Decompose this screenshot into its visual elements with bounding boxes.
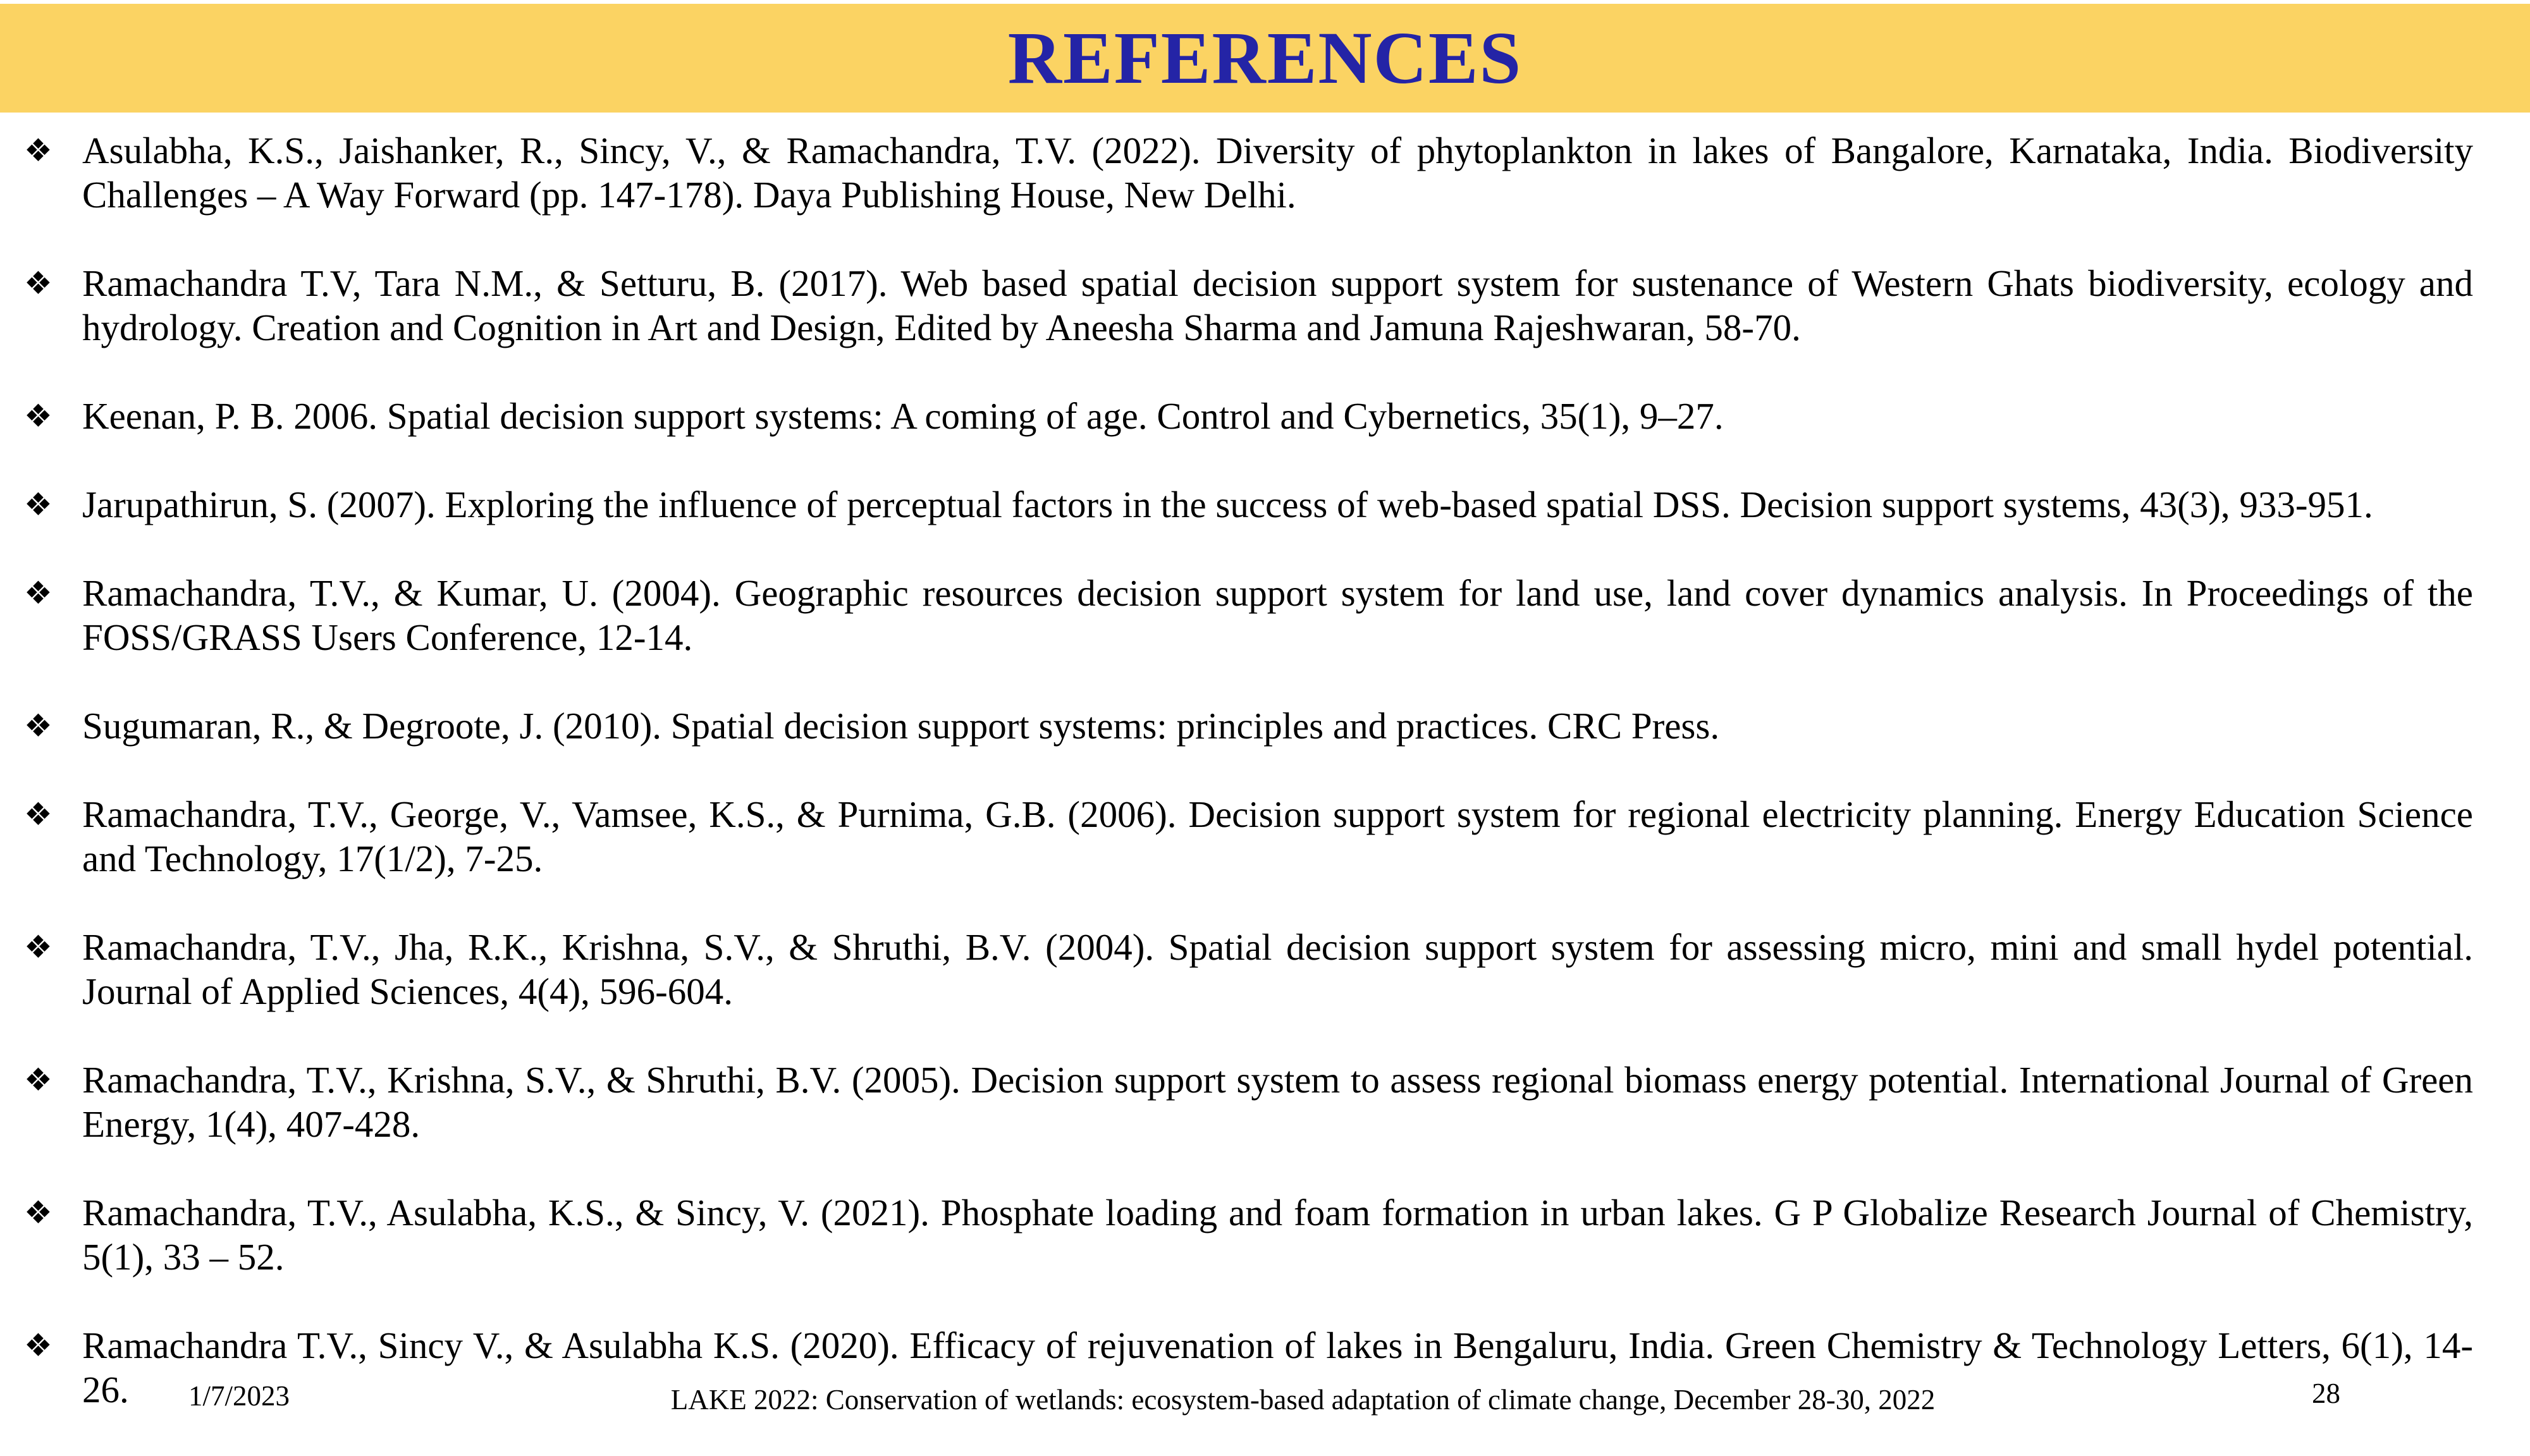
page-title: REFERENCES: [1007, 16, 1523, 99]
diamond-bullet-icon: ❖: [24, 929, 52, 965]
diamond-bullet-icon: ❖: [24, 266, 52, 301]
diamond-bullet-icon: ❖: [24, 797, 52, 832]
reference-item: [24, 394, 2473, 438]
reference-item: [24, 704, 2473, 748]
reference-item: [24, 571, 2473, 659]
reference-text: Jarupathirun, S. (2007). Exploring the influence of perceptual factors in the success of web-based spatial DSS. Decision support systems, 43(3), 933-951.: [82, 484, 2373, 525]
reference-item: [24, 1190, 2473, 1279]
diamond-bullet-icon: ❖: [24, 708, 52, 743]
reference-text: Asulabha, K.S., Jaishanker, R., Sincy, V., & Ramachandra, T.V. (2022). Diversity of phytoplankton in lakes of Bangalore, Karnataka, India. Biodiversity Challenges – A Way Forward (pp. 147-178). Daya Publishing House, New Delhi.: [82, 130, 2473, 216]
reference-text: Ramachandra, T.V., Jha, R.K., Krishna, S.V., & Shruthi, B.V. (2004). Spatial decision support system for assessing micro, mini and small hydel potential. Journal of Applied Sciences, 4(4), 596-604.: [82, 926, 2473, 1012]
reference-text: Ramachandra, T.V., Asulabha, K.S., & Sincy, V. (2021). Phosphate loading and foam formation in urban lakes. G P Globalize Research Journal of Chemistry, 5(1), 33 – 52.: [82, 1192, 2473, 1278]
diamond-bullet-icon: ❖: [24, 575, 52, 611]
diamond-bullet-icon: ❖: [24, 398, 52, 434]
reference-text: Ramachandra, T.V., Krishna, S.V., & Shruthi, B.V. (2005). Decision support system to assess regional biomass energy potential. International Journal of Green Energy, 1(4), 407-428.: [82, 1059, 2473, 1145]
references-list: [24, 128, 2473, 1456]
diamond-bullet-icon: ❖: [24, 487, 52, 522]
reference-item: [24, 792, 2473, 881]
footer-page-number: 28: [2312, 1378, 2340, 1409]
diamond-bullet-icon: ❖: [24, 133, 52, 168]
diamond-bullet-icon: ❖: [24, 1328, 52, 1363]
reference-text: Sugumaran, R., & Degroote, J. (2010). Spatial decision support systems: principles and practices. CRC Press.: [82, 705, 1720, 747]
reference-item: [24, 128, 2473, 217]
reference-item: [24, 261, 2473, 350]
header-banner: [0, 4, 2530, 113]
reference-text: Ramachandra T.V, Tara N.M., & Setturu, B. (2017). Web based spatial decision support system for sustenance of Western Ghats biodiversity, ecology and hydrology. Creation and Cognition in Art and Design, Edited by Aneesha Sharma and Jamuna Rajeshwaran, 58-70.: [82, 262, 2473, 348]
reference-item: [24, 1058, 2473, 1146]
footer-date: 1/7/2023: [188, 1380, 290, 1412]
reference-text: Keenan, P. B. 2006. Spatial decision support systems: A coming of age. Control and Cybernetics, 35(1), 9–27.: [82, 395, 1724, 437]
reference-text: Ramachandra, T.V., George, V., Vamsee, K.S., & Purnima, G.B. (2006). Decision support system for regional electricity planning. Energy Education Science and Technology, 17(1/2), 7-25.: [82, 793, 2473, 879]
reference-text: Ramachandra T.V., Sincy V., & Asulabha K.S. (2020). Efficacy of rejuvenation of lakes in Bengaluru, India. Green Chemistry & Technology Letters, 6(1), 14-26.: [82, 1324, 2473, 1410]
reference-text: Ramachandra, T.V., & Kumar, U. (2004). Geographic resources decision support system for land use, land cover dynamics analysis. In Proceedings of the FOSS/GRASS Users Conference, 12-14.: [82, 572, 2473, 658]
diamond-bullet-icon: ❖: [24, 1062, 52, 1098]
diamond-bullet-icon: ❖: [24, 1195, 52, 1230]
reference-item: [24, 925, 2473, 1013]
reference-item: [24, 482, 2473, 527]
footer-event-title: LAKE 2022: Conservation of wetlands: ecosystem-based adaptation of climate change, December 28-30, 2022: [670, 1384, 1936, 1416]
